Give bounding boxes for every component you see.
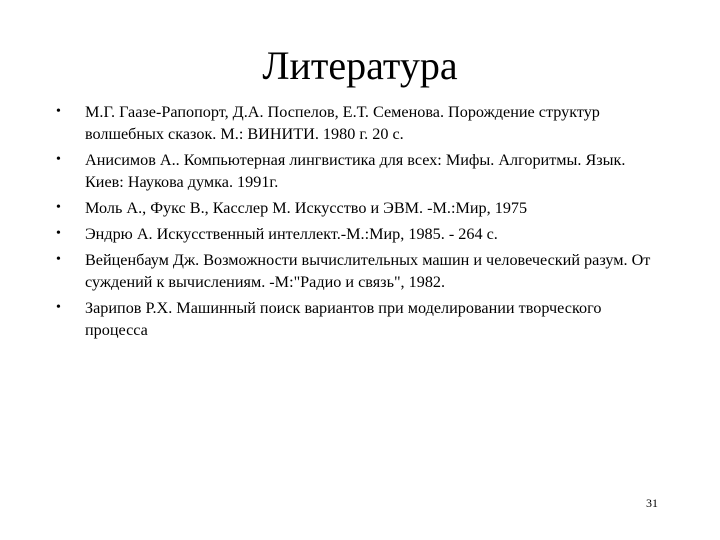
reference-item [56, 297, 666, 341]
bullet-icon: • [56, 300, 61, 315]
reference-item [56, 197, 666, 219]
reference-text: М.Г. Гаазе-Рапопорт, Д.А. Поспелов, Е.Т. Семенова. Порождение структур волшебных сказок. М.: ВИНИТИ. 1980 г. 20 с. [85, 103, 600, 143]
reference-text: Эндрю А. Искусственный интеллект.-М.:Мир, 1985. - 264 с. [85, 225, 498, 243]
bullet-icon: • [56, 152, 61, 167]
bullet-icon: • [56, 200, 61, 215]
reference-item [56, 249, 666, 293]
reference-item [56, 101, 666, 145]
reference-text: Моль А., Фукс В., Касслер М. Искусство и ЭВМ. -М.:Мир, 1975 [85, 199, 528, 217]
reference-item [56, 223, 666, 245]
bullet-icon: • [56, 104, 61, 119]
reference-text: Зарипов Р.Х. Машинный поиск вариантов при моделировании творческого процесса [85, 299, 602, 339]
reference-text: Вейценбаум Дж. Возможности вычислительных машин и человеческий разум. От суждений к вычислениям. -М:"Радио и связь", 1982. [85, 251, 651, 291]
reference-text: Анисимов А.. Компьютерная лингвистика для всех: Мифы. Алгоритмы. Язык. Киев: Наукова думка. 1991г. [85, 151, 626, 191]
page-number: 31 [646, 496, 658, 510]
bullet-icon: • [56, 252, 61, 267]
reference-list [56, 101, 666, 345]
reference-item [56, 149, 666, 193]
bullet-icon: • [56, 226, 61, 241]
slide-title: Литература [262, 43, 458, 88]
